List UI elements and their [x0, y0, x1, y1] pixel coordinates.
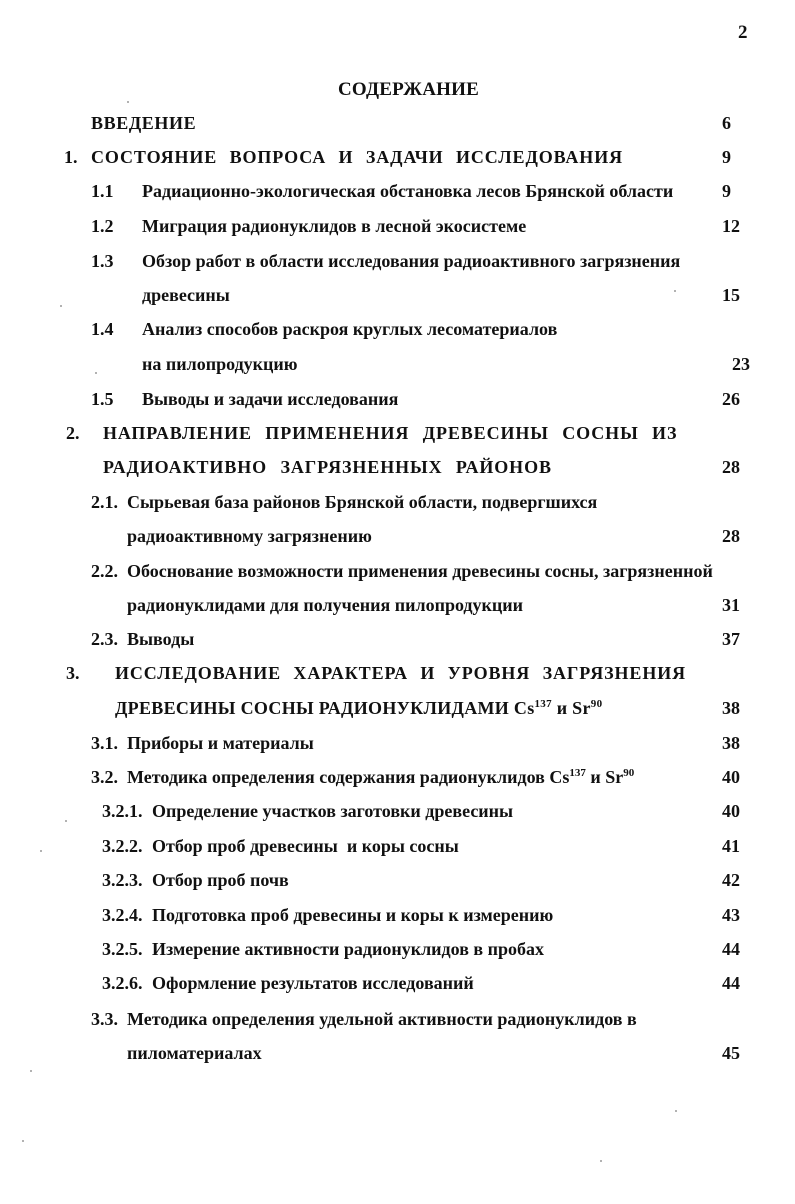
scan-speck — [95, 372, 97, 374]
scan-speck — [60, 305, 62, 307]
scan-speck — [675, 1110, 677, 1112]
toc-entry-text: Миграция радионуклидов в лесной экосистеме — [142, 216, 527, 236]
toc-entry-text — [127, 764, 634, 790]
toc-entry-number: 2.2. — [91, 561, 118, 581]
toc-entry-number: 3.2.1. — [102, 801, 143, 821]
toc-entry-number: 2. — [66, 423, 80, 443]
toc-page-number: 6 — [722, 113, 731, 133]
toc-entry-text-continued: радионуклидами для получения пилопродукции — [127, 595, 524, 615]
toc-page-number: 43 — [722, 905, 740, 925]
toc-entry-number: 3.3. — [91, 1009, 118, 1029]
toc-entry-text: СОСТОЯНИЕ ВОПРОСА И ЗАДАЧИ ИССЛЕДОВАНИЯ — [91, 147, 624, 167]
toc-entry-text: Методика определения удельной активности радионуклидов в — [127, 1009, 637, 1029]
toc-page-number: 23 — [732, 354, 750, 374]
toc-page-number: 26 — [722, 389, 740, 409]
toc-entry-text: Оформление результатов исследований — [152, 973, 474, 993]
toc-page-number: 45 — [722, 1043, 740, 1063]
toc-entry-text: Отбор проб древесины и коры сосны — [152, 836, 459, 856]
toc-entry-text-part: и Sr — [585, 767, 624, 787]
toc-entry-text-continued: древесины — [142, 285, 230, 305]
toc-entry-number: 1.3 — [91, 251, 114, 271]
toc-entry-text: Выводы — [127, 629, 195, 649]
page-number: 2 — [738, 22, 748, 43]
toc-page-number: 12 — [722, 216, 740, 236]
toc-page-number: 38 — [722, 698, 740, 718]
toc-entry-number: 1.1 — [91, 181, 114, 201]
toc-page-number: 31 — [722, 595, 740, 615]
isotope-mass-cs: 137 — [569, 767, 586, 779]
toc-entry-number: 1.5 — [91, 389, 114, 409]
toc-title: СОДЕРЖАНИЕ — [338, 79, 479, 100]
scan-speck — [22, 1140, 24, 1142]
toc-entry-number: 3.2.6. — [102, 973, 143, 993]
toc-page-number: 44 — [722, 973, 740, 993]
toc-entry-text: НАПРАВЛЕНИЕ ПРИМЕНЕНИЯ ДРЕВЕСИНЫ СОСНЫ ИЗ — [103, 423, 678, 443]
toc-entry-text: Приборы и материалы — [127, 733, 314, 753]
isotope-mass-sr: 90 — [623, 767, 635, 779]
toc-entry-text-part: ДРЕВЕСИНЫ СОСНЫ РАДИОНУКЛИДАМИ Cs — [115, 698, 535, 718]
scan-speck — [674, 290, 676, 292]
scan-speck — [30, 1070, 32, 1072]
toc-entry-text-continued: на пилопродукцию — [142, 354, 298, 374]
toc-entry-number: 1. — [64, 147, 78, 167]
toc-entry-text: Обоснование возможности применения древесины сосны, загрязненной — [127, 561, 713, 581]
toc-page-number: 38 — [722, 733, 740, 753]
toc-entry-text-continued: радиоактивному загрязнению — [127, 526, 372, 546]
toc-page-number: 40 — [722, 767, 740, 787]
toc-page-number: 15 — [722, 285, 740, 305]
toc-page-number: 9 — [722, 181, 731, 201]
toc-page-number: 42 — [722, 870, 740, 890]
toc-entry-text: ВВЕДЕНИЕ — [91, 113, 197, 133]
toc-page-number: 37 — [722, 629, 740, 649]
toc-entry-text: Радиационно-экологическая обстановка лесов Брянской области — [142, 181, 674, 201]
isotope-mass-sr: 90 — [590, 698, 603, 710]
toc-entry-text: Анализ способов раскроя круглых лесоматериалов — [142, 319, 558, 339]
toc-entry-number: 3.2. — [91, 767, 118, 787]
scan-speck — [40, 850, 42, 852]
toc-page-number: 44 — [722, 939, 740, 959]
toc-page-number: 9 — [722, 147, 731, 167]
toc-entry-text-continued: РАДИОАКТИВНО ЗАГРЯЗНЕННЫХ РАЙОНОВ — [103, 457, 552, 477]
toc-entry-text: Сырьевая база районов Брянской области, подвергшихся — [127, 492, 598, 512]
toc-entry-number: 2.3. — [91, 629, 118, 649]
scan-speck — [127, 101, 129, 103]
toc-entry-text-continued — [115, 695, 602, 721]
scan-speck — [65, 820, 67, 822]
toc-page-number: 41 — [722, 836, 740, 856]
toc-entry-text-part: Методика определения содержания радионуклидов Cs — [127, 767, 570, 787]
toc-entry-text: Подготовка проб древесины и коры к измерению — [152, 905, 554, 925]
toc-page-number: 40 — [722, 801, 740, 821]
scan-speck — [600, 1160, 602, 1162]
isotope-mass-cs: 137 — [534, 698, 552, 710]
toc-entry-number: 3.2.3. — [102, 870, 143, 890]
toc-entry-intro — [91, 110, 196, 136]
toc-entry-text: ИССЛЕДОВАНИЕ ХАРАКТЕРА И УРОВНЯ ЗАГРЯЗНЕНИЯ — [115, 663, 687, 683]
toc-page-number: 28 — [722, 526, 740, 546]
toc-entry-text: Отбор проб почв — [152, 870, 289, 890]
toc-entry-text: Выводы и задачи исследования — [142, 389, 399, 409]
toc-entry-text-continued: пиломатериалах — [127, 1043, 262, 1063]
toc-entry-text: Обзор работ в области исследования радиоактивного загрязнения — [142, 251, 681, 271]
toc-entry-text-part: и Sr — [551, 698, 591, 718]
toc-entry-number: 3. — [66, 663, 80, 683]
toc-entry-number: 2.1. — [91, 492, 118, 512]
toc-entry-number: 3.2.4. — [102, 905, 143, 925]
toc-entry-number: 3.2.5. — [102, 939, 143, 959]
toc-entry-number: 3.1. — [91, 733, 118, 753]
toc-entry-number: 1.2 — [91, 216, 114, 236]
toc-page-number: 28 — [722, 457, 740, 477]
toc-entry-text: Измерение активности радионуклидов в пробах — [152, 939, 545, 959]
toc-entry-number: 3.2.2. — [102, 836, 143, 856]
toc-entry-text: Определение участков заготовки древесины — [152, 801, 514, 821]
toc-entry-number: 1.4 — [91, 319, 114, 339]
